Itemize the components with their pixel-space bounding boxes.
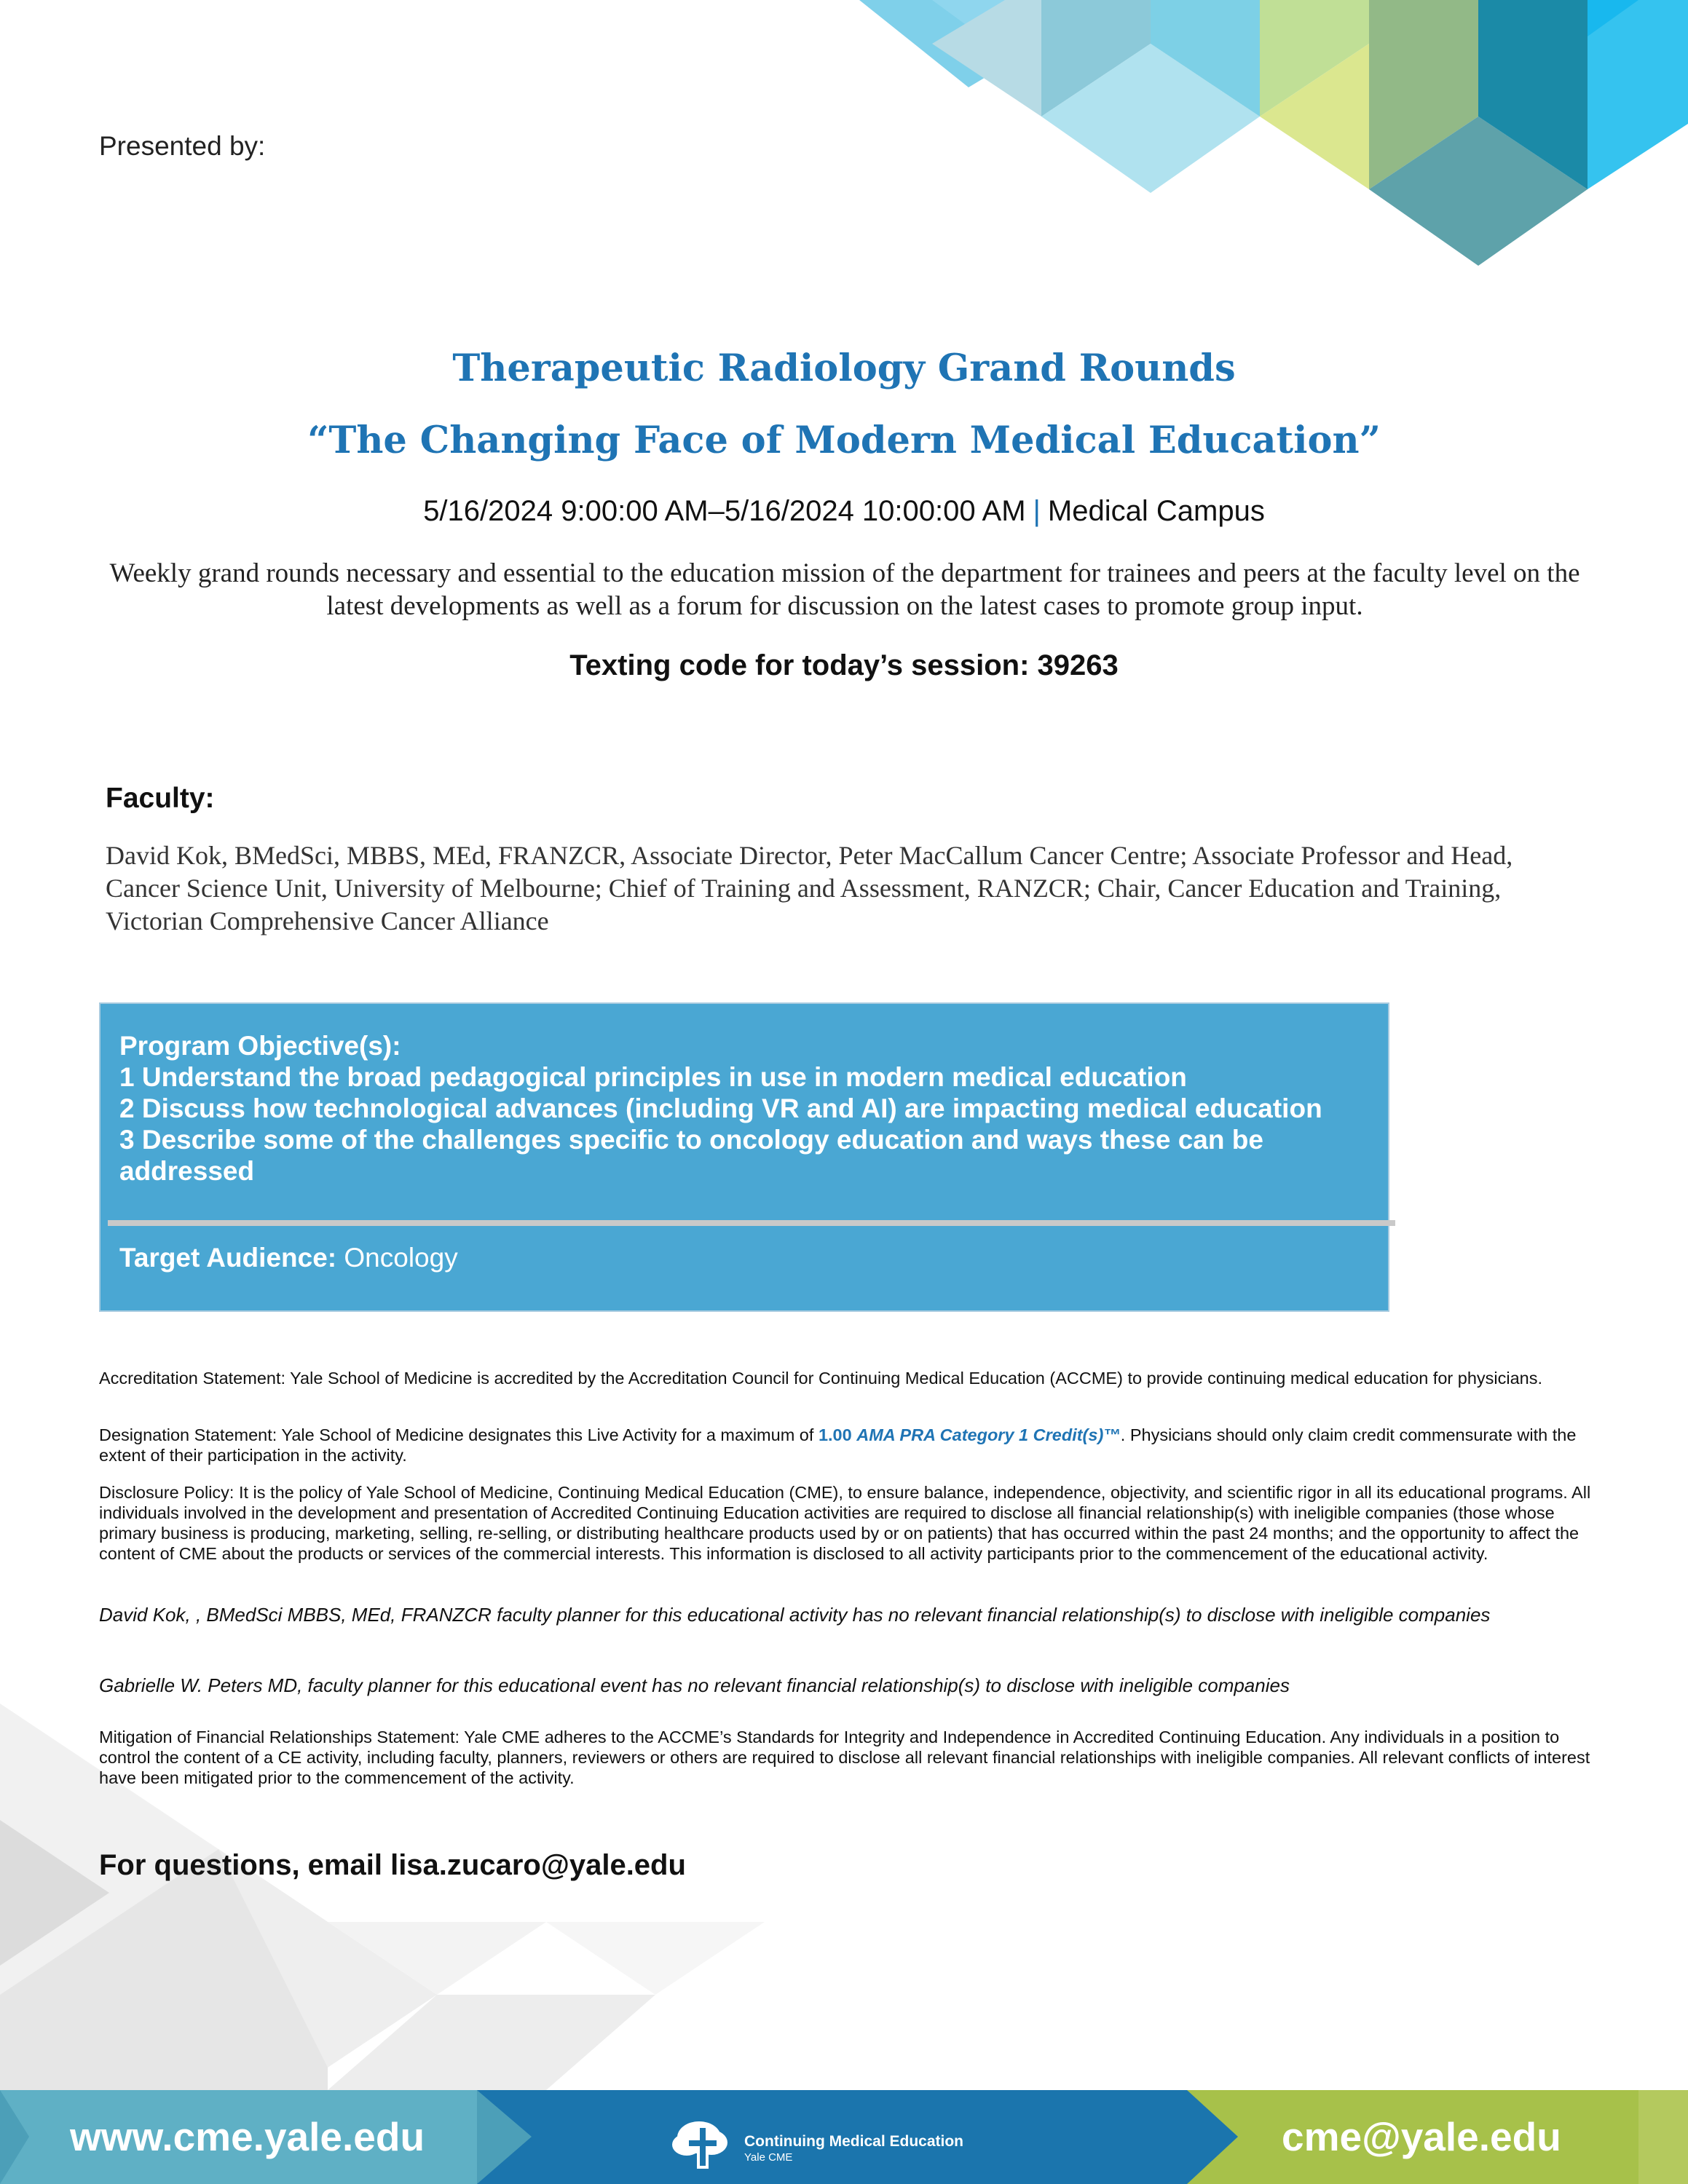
objectives-heading: Program Objective(s): [119, 1031, 401, 1061]
credit-amount: 1.00 [818, 1425, 852, 1444]
target-audience-value: Oncology [344, 1243, 458, 1273]
credit-name: AMA PRA Category 1 Credit(s)™ [856, 1425, 1121, 1444]
mitigation-statement: Mitigation of Financial Relationships Statement: Yale CME adheres to the ACCME’s Standards for Integrity and Independence in Accredited Continuing Education. Any individuals in a position to control the content of a CE activity, including faculty, planners, reviewers or others are required to disclose all relevant financial relationships with ineligible companies. All relevant conflicts of interest have been mitigated prior to the commencement of the activity. [99, 1728, 1590, 1787]
disclosure-policy: Disclosure Policy: It is the policy of Yale School of Medicine, Continuing Medical Education (CME), to ensure balance, independence, objectivity, and scientific rigor in all its educational programs. All individuals involved in the development and presentation of Accredited Continuing Education activities are required to disclose all financial relationship(s) with ineligible companies (those whose primary business is producing, marketing, selling, re-selling, or distributing healthcare products used by or on patients) that has occurred within the past 24 months; and the opportunity to affect the content of CME about the products or services of the commercial interests. This information is disclosed to all activity participants prior to the commencement of the educational activity. [99, 1483, 1591, 1563]
objective-item: 1 Understand the broad pedagogical principles in use in modern medical education [119, 1062, 1187, 1092]
accreditation-statement: Accreditation Statement: Yale School of Medicine is accredited by the Accreditation Council for Continuing Medical Education (ACCME) to provide continuing medical education for physicians. [99, 1369, 1543, 1388]
designation-text: Designation Statement: Yale School of Medicine designates this Live Activity for a maximum of [99, 1425, 814, 1444]
event-location: Medical Campus [1047, 495, 1265, 527]
event-description: Weekly grand rounds necessary and essential to the education mission of the department for trainees and peers at the faculty level on the latest developments as well as a forum for discussion on the latest cases to promote group input. [109, 558, 1580, 621]
program-objectives-box [99, 1002, 1389, 1312]
event-subtitle: “The Changing Face of Modern Medical Education” [307, 419, 1381, 462]
target-audience [119, 1243, 458, 1273]
objective-item: 3 Describe some of the challenges specific to oncology education and ways these can be addressed [119, 1125, 1263, 1186]
designation-text-end: . Physicians should only claim credit commensurate with the extent of their participation in the activity. [99, 1425, 1577, 1465]
objective-item: 2 Discuss how technological advances (including VR and AI) are impacting medical education [119, 1093, 1322, 1123]
event-title: Therapeutic Radiology Grand Rounds [452, 347, 1236, 390]
event-datetime: 5/16/2024 9:00:00 AM–5/16/2024 10:00:00 AM [423, 495, 1026, 527]
faculty-bio: David Kok, BMedSci, MBBS, MEd, FRANZCR, Associate Director, Peter MacCallum Cancer Centre; Associate Professor and Head, Cancer Science Unit, University of Melbourne; Chief of Training and Assessment, RANZCR; Chair, Cancer Education and Training, Victorian Comprehensive Cancer Alliance [106, 841, 1513, 935]
texting-code: Texting code for today’s session: 39263 [569, 649, 1119, 681]
logo-line-2: Yale CME [744, 2151, 793, 2164]
footer-logo-text [744, 2134, 963, 2166]
event-dateline [0, 495, 1688, 528]
presented-by: Presented by: [99, 131, 266, 161]
cloud-cross-logo-icon [666, 2105, 754, 2174]
logo-line-1: Continuing Medical Education [744, 2133, 963, 2150]
objectives-divider [108, 1220, 1395, 1226]
planner-disclosure-2: Gabrielle W. Peters MD, faculty planner for this educational event has no relevant financial relationship(s) to disclose with ineligible companies [99, 1674, 1290, 1696]
dateline-separator: | [1033, 495, 1041, 527]
footer-bar [0, 2090, 1688, 2184]
contact-line: For questions, email lisa.zucaro@yale.edu [99, 1849, 686, 1881]
planner-disclosure-1: David Kok, , BMedSci MBBS, MEd, FRANZCR faculty planner for this educational activity has no relevant financial relationship(s) to disclose with ineligible companies [99, 1604, 1491, 1626]
faculty-heading: Faculty: [106, 783, 215, 814]
designation-statement [99, 1425, 1592, 1465]
target-audience-label: Target Audience: [119, 1243, 337, 1273]
footer-email-link[interactable]: cme@yale.edu [1282, 2114, 1561, 2159]
footer-website-link[interactable]: www.cme.yale.edu [70, 2114, 425, 2159]
